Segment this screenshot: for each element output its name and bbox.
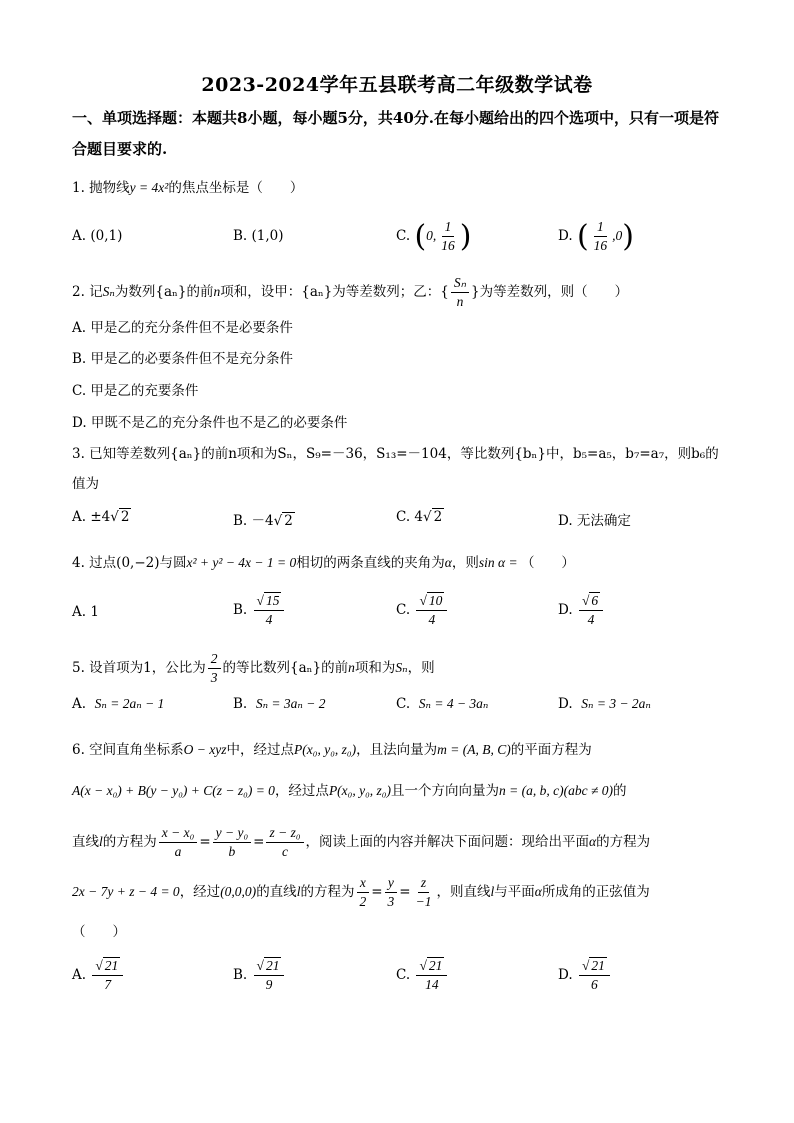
q2-option-c[interactable]: C. 甲是乙的充要条件 <box>72 383 199 399</box>
exam-title: 2023-2024学年五县联考高二年级数学试卷 <box>201 74 593 96</box>
q2-option-b[interactable]: B. 甲是乙的必要条件但不是充分条件 <box>72 351 294 367</box>
question-2-stem: 2. 记Sₙ为数列{aₙ}的前n项和，设甲：{aₙ}为等差数列；乙：{ $\frac{\text{Sₙ}}{n}$ }为等差数列，则（ ） <box>72 275 629 309</box>
q5-option-c[interactable]: C. Sₙ = 4 − 3aₙ <box>396 696 489 712</box>
question-1-stem: 1. 抛物线y = 4x²的焦点坐标是（ ） <box>72 180 304 196</box>
q1-option-a[interactable]: A. (0,1) <box>72 228 123 244</box>
q1-option-c[interactable]: C. (0, $\frac{1}{16}$ ) <box>396 219 472 254</box>
q6-option-c[interactable]: C. $\frac{√ 21}{14}$ <box>396 957 449 994</box>
q1-option-d[interactable]: D. ( $\frac{1}{16}$ ,0) <box>558 219 634 254</box>
question-6-line2: A(x − x₀) + B(y − y₀) + C(z − z₀) = 0，经过点P(x₀, y₀, z₀)且一个方向向量为n = (a, b, c)(abc ≠ 0)的 <box>72 783 627 799</box>
q6-option-b[interactable]: B. $\frac{√ 21}{9}$ <box>233 957 286 994</box>
q2-option-d[interactable]: D. 甲既不是乙的充分条件也不是乙的必要条件 <box>72 415 348 431</box>
question-3-stem-line1: 3. 已知等差数列{aₙ}的前n项和为Sₙ，S₉=－36，S₁₃=－104，等比数列{bₙ}中，b₅=a₅，b₇=a₇，则b₆的 <box>72 446 719 462</box>
question-5-stem: 5. 设首项为1，公比为 $\frac{2}{3}$ 的等比数列{aₙ}的前n项和为Sₙ，则 <box>72 651 435 685</box>
q3-option-a[interactable]: A. ±4√ 2 <box>72 509 130 525</box>
q4-option-b[interactable]: B. $\frac{√ 15}{4}$ <box>233 592 286 629</box>
section-heading: 一、单项选择题：本题共8小题，每小题5分，共40分.在每小题给出的四个选项中，只有一项是符合题目要求的. <box>72 109 719 158</box>
q6-option-d[interactable]: D. $\frac{√ 21}{6}$ <box>558 957 612 994</box>
q2-option-a[interactable]: A. 甲是乙的充分条件但不是必要条件 <box>72 320 293 336</box>
question-6-line1: 6. 空间直角坐标系O − xyz中，经过点P(x₀, y₀, z₀)，且法向量为m = (A, B, C)的平面方程为 <box>72 742 592 758</box>
q5-option-b[interactable]: B. Sₙ = 3aₙ − 2 <box>233 696 326 712</box>
q1-option-b[interactable]: B. (1,0) <box>233 228 284 244</box>
q3-option-c[interactable]: C. 4√ 2 <box>396 509 443 525</box>
question-6-line5: （ ） <box>72 924 126 940</box>
q3-option-d[interactable]: D. 无法确定 <box>558 513 631 529</box>
question-6-line4: 2x − 7y + z − 4 = 0，经过(0,0,0)的直线l的方程为 $\frac{x}{2}$ = $\frac{y}{3}$ = $\frac{z}{-1}$ ，则直线l与平面α所成角的正弦值为 <box>72 875 650 909</box>
q5-option-a[interactable]: A. Sₙ = 2aₙ − 1 <box>72 696 165 712</box>
question-3-stem-line2: 值为 <box>72 476 99 492</box>
q4-option-c[interactable]: C. $\frac{√ 10}{4}$ <box>396 592 449 629</box>
q3-option-b[interactable]: B. －4√ 2 <box>233 513 293 529</box>
question-4-stem: 4. 过点(0,−2)与圆x² + y² − 4x − 1 = 0相切的两条直线的夹角为α，则sin α = （ ） <box>72 555 575 571</box>
q6-option-a[interactable]: A. $\frac{√ 21}{7}$ <box>72 957 125 994</box>
q4-option-a[interactable]: A. 1 <box>72 604 99 620</box>
question-6-line3: 直线l的方程为 $\frac{\text{x − x₀}}{a}$ = $\frac{\text{y − y₀}}{b}$ = $\frac{\text{z − z₀}}{c}$ ，阅读上面的内容并解决下面问题：现给出平面α的方程为 <box>72 825 651 859</box>
q5-option-d[interactable]: D. Sₙ = 3 − 2aₙ <box>558 696 651 712</box>
q4-option-d[interactable]: D. $\frac{√ 6}{4}$ <box>558 592 605 629</box>
